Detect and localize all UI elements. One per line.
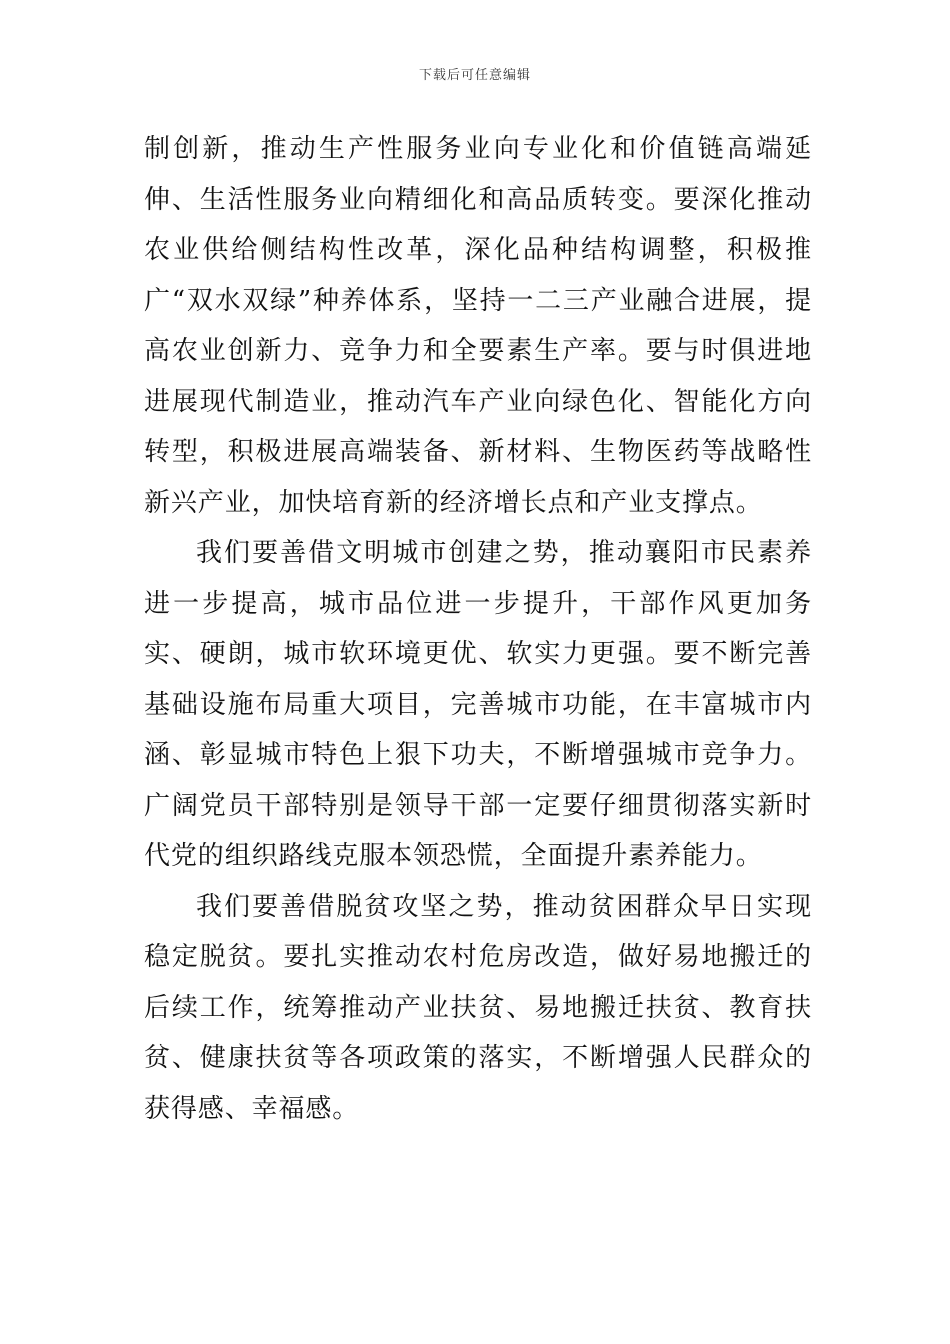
paragraph-1: 制创新，推动生产性服务业向专业化和价值链高端延伸、生活性服务业向精细化和高品质转变。要深化推动农业供给侧结构性改革，深化品种结构调整，积极推广“双水双绿”种养体系，坚持一二三产业融合进展，提高农业创新力、竞争力和全要素生产率。要与时俱进地进展现代制造业，推动汽车产业向绿色化、智能化方向转型，积极进展高端装备、新材料、生物医药等战略性新兴产业，加快培育新的经济增长点和产业支撑点。: [144, 134, 812, 518]
paragraph-3: 我们要善借脱贫攻坚之势，推动贫困群众早日实现稳定脱贫。要扎实推动农村危房改造，做好易地搬迁的后续工作，统筹推动产业扶贫、易地搬迁扶贫、教育扶贫、健康扶贫等各项政策的落实，不断增强人民群众的获得感、幸福感。: [144, 891, 812, 1124]
document-body: [144, 124, 812, 1134]
paragraph-2: 我们要善借文明城市创建之势，推动襄阳市民素养进一步提高，城市品位进一步提升，干部作风更加务实、硬朗，城市软环境更优、软实力更强。要不断完善基础设施布局重大项目，完善城市功能，在丰富城市内涵、彰显城市特色上狠下功夫，不断增强城市竞争力。广阔党员干部特别是领导干部一定要仔细贯彻落实新时代党的组织路线克服本领恐慌，全面提升素养能力。: [144, 538, 812, 871]
page-header-note: 下载后可任意编辑: [418, 68, 531, 83]
